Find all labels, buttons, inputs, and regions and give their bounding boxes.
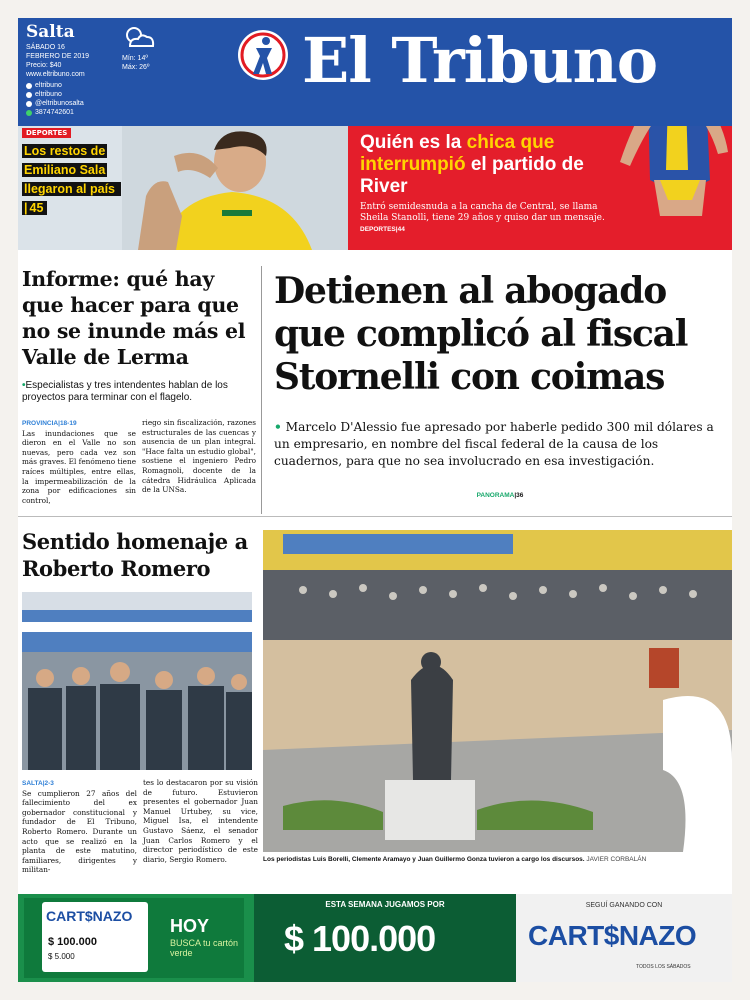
card-brand: CART$NAZO [46,908,133,924]
column-divider [261,266,262,514]
logo-figure-icon [236,28,290,82]
twitter-link[interactable]: eltribuno [26,90,126,99]
cartonazo-ad[interactable] [18,894,732,982]
social-links [26,81,126,117]
weather [122,26,156,72]
photo-caption: Los periodistas Luis Borelli, Clemente Aramayo y Juan Guillermo Gonza tuvieron a cargo los discursos. JAVIER CORBALÁN [263,856,647,863]
section-tag: DEPORTES [22,128,71,138]
homenaje-body [22,778,258,875]
weather-min: Mín: 14º [122,55,148,62]
whatsapp-icon [26,110,32,116]
section-label: PROVINCIA [22,420,59,427]
sala-headline: Los restos de Emiliano Sala llegaron al país | 45 [22,140,128,216]
whatsapp-link[interactable]: 3874742601 [26,108,126,117]
instagram-icon [26,101,32,107]
facebook-icon [26,83,32,89]
informe-subtitle: •Especialistas y tres intendentes hablan de los proyectos para terminar con el flagelo. [22,380,228,403]
ad-hoy-subtitle: BUSCA tu cartón verde [170,938,239,958]
informe-body [22,418,256,505]
section-divider [18,516,732,517]
informe-col-2: riego sin fiscalización, razones estructurales de las cuencas y ausencia de un plan integral. "Hace falta un estudio global", sostiene el ingeniero Pedro Romagnoli, docente de la cátedra Hidráulica Aplicada de la UNSa. [142,418,256,495]
twitter-icon [26,92,32,98]
main-page-ref: PANORAMA|36 [476,492,524,499]
homenaje-col-2: tes lo destacaron por su visión de futuro. Estuvieron presentes el gobernador Juan Manuel Urtubey, su vice, Miguel Isa, el intendente Gustavo Sáenz, el senador Juan Carlos Romero y el director periodístico de este diario, Sergio Romero. [143,778,258,864]
ad-right-panel [516,894,732,982]
player-photo [122,126,348,250]
ad-right-footer: TODOS LOS SÁBADOS [636,964,691,970]
photo-credit: JAVIER CORBALÁN [586,856,647,863]
newspaper-logo[interactable]: El Tribuno [302,24,658,97]
facebook-link[interactable]: eltribuno [26,81,126,90]
main-headline[interactable]: Detienen al abogado que complicó al fiscal Stornelli con coimas [274,270,688,398]
edition-city: Salta [26,22,75,42]
masthead-info [26,22,126,117]
issue-price: Precio: $40 [26,62,62,69]
cloud-sun-icon [122,26,156,48]
informe-col-1: PROVINCIA|18-19 Las inundaciones que se dieron en el Valle no son nuevas, pero cada vez son más graves. El fenómeno tiene raíces múltiples, entre ellas, la impermeabilización de la zona por edificaciones sin control, [22,420,137,505]
instagram-link[interactable]: @eltribunosalta [26,99,126,108]
lottery-card [42,902,148,972]
card-amount: $ 100.000 [48,936,97,948]
ad-week-text: ESTA SEMANA JUGAMOS POR [325,900,445,909]
issue-date: SÁBADO 16 FEBRERO DE 2019 [26,44,90,60]
cartonazo-logo: CART$NAZO [528,920,697,951]
ad-right-tagline: SEGUÍ GANANDO CON [585,902,663,909]
newspaper-front-page [18,18,732,982]
card-amount-secondary: $ 5.000 [48,952,75,961]
ad-prize-panel [254,894,516,982]
masthead [18,18,732,126]
weather-max: Máx: 26º [122,64,150,71]
homenaje-col-1: SALTA|2-3 Se cumplieron 27 años del fallecimiento del ex gobernador constitucional y fundador de El Tribuno, Roberto Romero. Durante un acto que se realizó en la planta de este matutino, familiares, dirigentes y militan- [22,780,137,875]
ad-hoy: HOY [170,916,210,936]
ad-prize-amount: $ 100.000 [284,918,436,959]
sports-story-sala[interactable] [18,126,348,250]
website[interactable]: www.eltribuno.com [26,71,85,78]
bullet-icon: • [274,420,282,434]
page-ref: | 45 [22,182,121,215]
river-headline: Quién es la chica que interrumpió el partido de River [360,132,584,197]
informe-headline[interactable]: Informe: qué hay que hacer para que no se inunde más el Valle de Lerma [22,267,246,369]
statue-aerial-photo [263,530,732,852]
main-subtitle: • Marcelo D'Alessio fue apresado por haberle pedido 300 mil dólares a un empresario, en nombre del fiscal federal de la causa de los cuadernos, para que no sea involucrado en esa investigación. [274,420,714,468]
fan-photo [610,126,732,250]
bullet-icon: • [22,380,26,391]
river-summary: Entró semidesnuda a la cancha de Central, se llama Sheila Stanolli, tiene 29 años y quiso dar un mensaje. DEPORTES|44 [360,202,605,233]
sports-story-river[interactable] [348,126,732,250]
section-label: SALTA [22,780,43,787]
homenaje-headline[interactable]: Sentido homenaje a Roberto Romero [22,529,248,581]
ceremony-photo [22,592,252,770]
ad-left-panel [24,898,244,978]
